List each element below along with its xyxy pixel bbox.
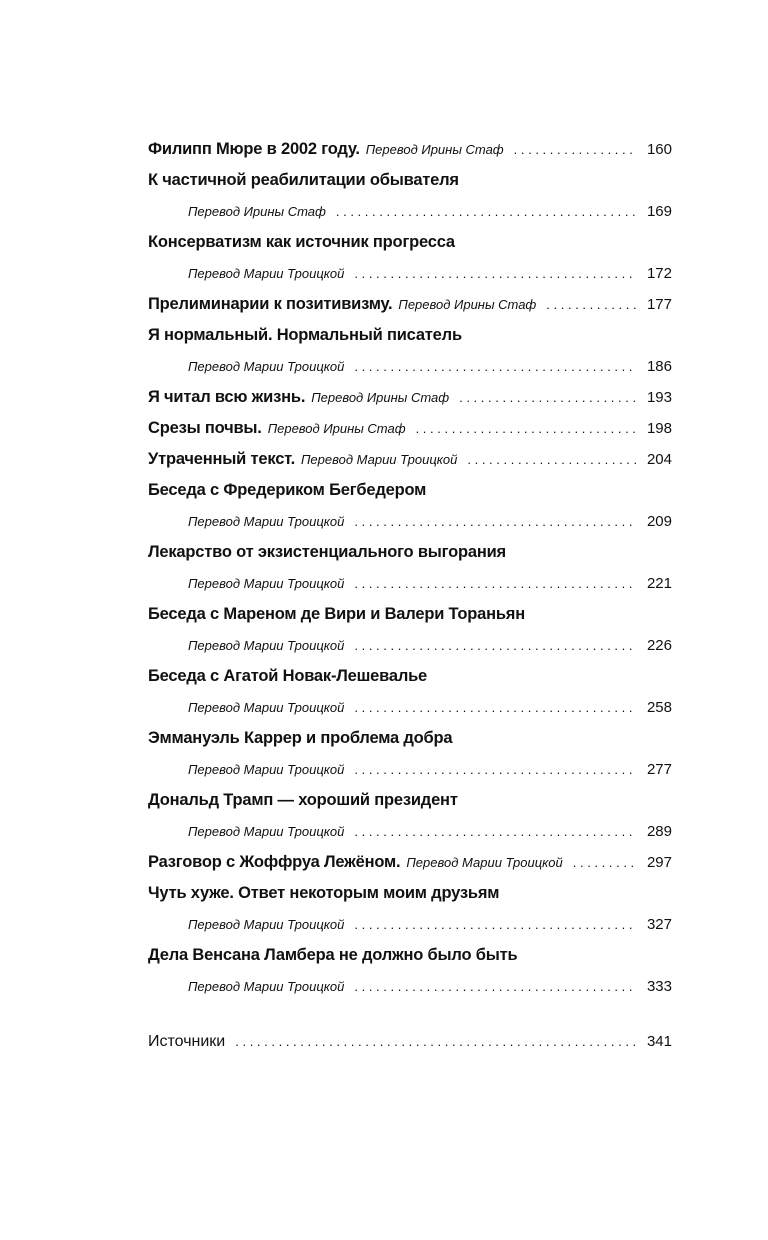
entry-page-number: 327 (646, 916, 672, 933)
table-of-contents (148, 134, 672, 1002)
dot-leader (354, 971, 636, 1002)
toc-entry-translator-line[interactable] (148, 971, 672, 1002)
entry-translator: Перевод Марии Троицкой (188, 762, 345, 777)
toc-entry[interactable] (148, 444, 672, 475)
toc-entry[interactable] (148, 289, 672, 320)
toc-entry-translator-line[interactable] (148, 754, 672, 785)
entry-title: Я нормальный. Нормальный писатель (148, 326, 462, 344)
dot-leader (467, 444, 636, 475)
toc-entry-translator-line[interactable] (148, 692, 672, 723)
entry-translator: Перевод Марии Троицкой (188, 917, 345, 932)
toc-entry-title-line[interactable] (148, 537, 672, 568)
entry-page-number: 198 (646, 420, 672, 437)
toc-entry-translator-line[interactable] (148, 196, 672, 227)
entry-title: Эммануэль Каррер и проблема добра (148, 729, 453, 747)
toc-entry-title-line[interactable] (148, 475, 672, 506)
dot-leader (354, 909, 636, 940)
dot-leader (573, 847, 636, 878)
toc-entry-translator-line[interactable] (148, 258, 672, 289)
entry-translator: Перевод Марии Троицкой (188, 514, 345, 529)
entry-title: Беседа с Мареном де Вири и Валери Тораньян (148, 605, 526, 623)
toc-entry-translator-line[interactable] (148, 909, 672, 940)
dot-leader (354, 816, 636, 847)
entry-page-number: 177 (646, 296, 672, 313)
dot-leader (354, 351, 636, 382)
dot-leader (354, 506, 636, 537)
toc-entry-translator-line[interactable] (148, 630, 672, 661)
dot-leader (416, 413, 636, 444)
entry-page-number: 277 (646, 761, 672, 778)
toc-entry-title-line[interactable] (148, 165, 672, 196)
toc-entry-translator-line[interactable] (148, 816, 672, 847)
entry-page-number: 169 (646, 203, 672, 220)
entry-translator: Перевод Ирины Стаф (311, 390, 450, 405)
entry-page-number: 297 (646, 854, 672, 871)
entry-title: К частичной реабилитации обывателя (148, 171, 459, 189)
toc-entry-sources[interactable] (148, 1026, 672, 1057)
entry-title: Разговор с Жоффруа Лежёном. (148, 853, 401, 871)
dot-leader (459, 382, 636, 413)
toc-entry-title-line[interactable] (148, 878, 672, 909)
entry-page-number: 209 (646, 513, 672, 530)
entry-translator: Перевод Марии Троицкой (188, 266, 345, 281)
toc-entry-title-line[interactable] (148, 785, 672, 816)
entry-translator: Перевод Марии Троицкой (188, 979, 345, 994)
toc-entry-title-line[interactable] (148, 661, 672, 692)
dot-leader (354, 754, 636, 785)
entry-translator: Перевод Марии Троицкой (188, 359, 345, 374)
entry-title: Я читал всю жизнь. (148, 388, 306, 406)
entry-title: Утраченный текст. (148, 450, 295, 468)
entry-translator: Перевод Марии Троицкой (188, 700, 345, 715)
entry-title: Дела Венсана Ламбера не должно было быть (148, 946, 518, 964)
entry-translator: Перевод Марии Троицкой (188, 576, 345, 591)
toc-entry-translator-line[interactable] (148, 506, 672, 537)
dot-leader (354, 630, 636, 661)
entry-page-number: 193 (646, 389, 672, 406)
toc-entry[interactable] (148, 847, 672, 878)
toc-entry[interactable] (148, 382, 672, 413)
sources-title: Источники (148, 1033, 226, 1050)
toc-entry-translator-line[interactable] (148, 568, 672, 599)
entry-title: Срезы почвы. (148, 419, 262, 437)
dot-leader (354, 692, 636, 723)
entry-page-number: 226 (646, 637, 672, 654)
entry-title: Прелиминарии к позитивизму. (148, 295, 393, 313)
toc-entry-title-line[interactable] (148, 940, 672, 971)
entry-title: Чуть хуже. Ответ некоторым моим друзьям (148, 884, 500, 902)
entry-translator: Перевод Марии Троицкой (188, 824, 345, 839)
entry-page-number: 221 (646, 575, 672, 592)
toc-entry[interactable] (148, 134, 672, 165)
entry-title: Лекарство от экзистенциального выгорания (148, 543, 506, 561)
dot-leader (354, 568, 636, 599)
entry-page-number: 333 (646, 978, 672, 995)
entry-page-number: 186 (646, 358, 672, 375)
entry-translator: Перевод Ирины Стаф (365, 142, 504, 157)
entry-page-number: 289 (646, 823, 672, 840)
entry-page-number: 160 (646, 141, 672, 158)
entry-page-number: 258 (646, 699, 672, 716)
entry-translator: Перевод Марии Троицкой (406, 855, 563, 870)
entry-title: Дональд Трамп — хороший президент (148, 791, 458, 809)
toc-entry[interactable] (148, 413, 672, 444)
dot-leader (546, 289, 636, 320)
entry-translator: Перевод Ирины Стаф (188, 204, 326, 219)
entry-translator: Перевод Марии Троицкой (301, 452, 458, 467)
entry-page-number: 172 (646, 265, 672, 282)
dot-leader (336, 196, 636, 227)
entry-title: Беседа с Агатой Новак-Лешевалье (148, 667, 428, 685)
entry-translator: Перевод Ирины Стаф (267, 421, 406, 436)
entry-translator: Перевод Марии Троицкой (188, 638, 345, 653)
toc-entry-translator-line[interactable] (148, 351, 672, 382)
entry-title: Филипп Мюре в 2002 году. (148, 140, 360, 158)
toc-entry-title-line[interactable] (148, 227, 672, 258)
dot-leader (235, 1026, 636, 1057)
entry-translator: Перевод Ирины Стаф (398, 297, 537, 312)
entry-page-number: 204 (646, 451, 672, 468)
dot-leader (354, 258, 636, 289)
entry-title: Консерватизм как источник прогресса (148, 233, 455, 251)
dot-leader (514, 134, 636, 165)
sources-page-number: 341 (646, 1033, 672, 1050)
toc-entry-title-line[interactable] (148, 320, 672, 351)
toc-entry-title-line[interactable] (148, 599, 672, 630)
entry-title: Беседа с Фредериком Бегбедером (148, 481, 427, 499)
toc-entry-title-line[interactable] (148, 723, 672, 754)
